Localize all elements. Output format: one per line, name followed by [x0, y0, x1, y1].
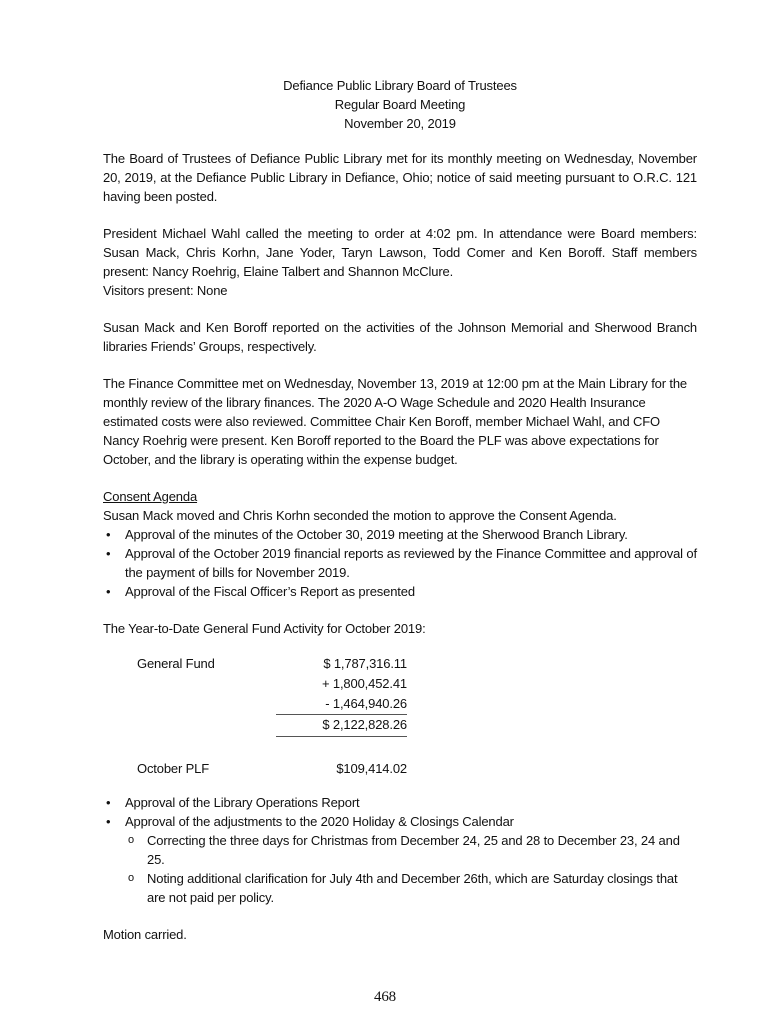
document-header [103, 76, 697, 133]
page-number: 468 [373, 989, 397, 1005]
document-page [103, 76, 697, 944]
header-org: Defiance Public Library Board of Trustees [283, 78, 517, 93]
fund-total: $ 2,122,828.26 [322, 717, 407, 732]
list-item: • Approval of the Fiscal Officer’s Report as presented [103, 582, 697, 601]
list-item: • Approval of the minutes of the October 30, 2019 meeting at the Sherwood Branch Library. [103, 525, 697, 544]
visitors-line: Visitors present: None [103, 283, 228, 298]
sub-list-item: o Correcting the three days for Christmas from December 24, 25 and 28 to December 23, 24 and 25. [103, 831, 697, 869]
header-date: November 20, 2019 [344, 116, 456, 131]
fund-plus: + 1,800,452.41 [321, 676, 407, 691]
list-item: • Approval of the October 2019 financial reports as reviewed by the Finance Committee and approval of the payment of bills for November 2019. [103, 544, 697, 582]
paragraph-intro: The Board of Trustees of Defiance Public Library met for its monthly meeting on Wednesday, November 20, 2019, at the Defiance Public Library in Defiance, Ohio; notice of said meeting pursuant to O.R.C. 121 having been posted. [103, 151, 697, 204]
plf-value: $109,414.02 [336, 761, 407, 776]
consent-list [103, 525, 697, 601]
consent-motion: Susan Mack moved and Chris Korhn seconded the motion to approve the Consent Agenda. [103, 508, 617, 523]
sub-list-item: o Noting additional clarification for July 4th and December 26th, which are Saturday closings that are not paid per policy. [103, 869, 697, 907]
ytd-intro: The Year-to-Date General Fund Activity for October 2019: [103, 621, 426, 636]
general-fund-table [103, 654, 697, 779]
list-item: • Approval of the adjustments to the 2020 Holiday & Closings Calendar [103, 812, 697, 831]
fund-start: $ 1,787,316.11 [323, 656, 407, 671]
header-meeting: Regular Board Meeting [334, 97, 466, 112]
motion-carried: Motion carried. [103, 927, 187, 942]
consent-agenda-heading: Consent Agenda [103, 489, 198, 504]
list-item: • Approval of the Library Operations Report [103, 793, 697, 812]
plf-label: October PLF [137, 761, 210, 776]
total-rule [276, 736, 407, 737]
fund-minus: - 1,464,940.26 [325, 696, 407, 711]
consent-list-2 [103, 793, 697, 907]
paragraph-attendance: President Michael Wahl called the meeting to order at 4:02 pm. In attendance were Board members: Susan Mack, Chris Korhn, Jane Yoder, Taryn Lawson, Todd Comer and Ken Boroff. Staff members present: Nancy Roehrig, Elaine Talbert and Shannon McClure. [103, 226, 697, 279]
paragraph-friends: Susan Mack and Ken Boroff reported on the activities of the Johnson Memorial and Sherwood Branch libraries Friends’ Groups, respectively. [103, 320, 697, 354]
paragraph-finance: The Finance Committee met on Wednesday, November 13, 2019 at 12:00 pm at the Main Library for the monthly review of the library finances. The 2020 A-O Wage Schedule and 2020 Health Insurance estimated costs were also reviewed. Committee Chair Ken Boroff, member Michael Wahl, and CFO Nancy Roehrig were present. Ken Boroff reported to the Board the PLF was above expectations for October, and the library is operating within the expense budget. [103, 376, 688, 467]
general-fund-label: General Fund [137, 656, 215, 671]
